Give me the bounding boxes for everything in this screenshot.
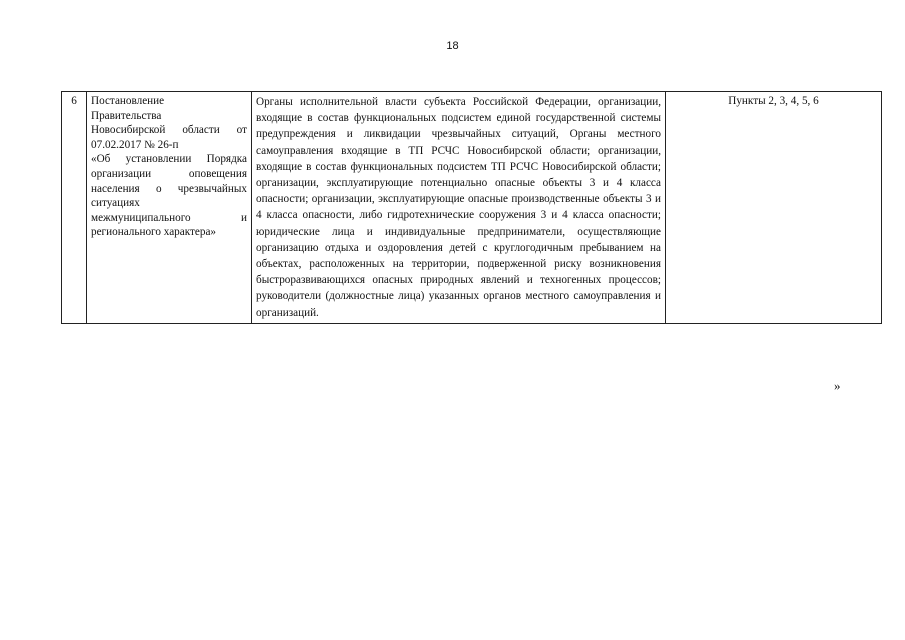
document-line: межмуниципального и xyxy=(91,211,247,224)
subjects-cell xyxy=(252,92,666,324)
document-line: Постановление xyxy=(91,95,165,107)
document-line: Новосибирской области от xyxy=(91,124,247,137)
document-line: ситуациях xyxy=(91,197,140,210)
document-line: населения о чрезвычайных xyxy=(91,182,247,195)
document-line: «Об установлении Порядка xyxy=(91,153,247,166)
table-row xyxy=(62,92,882,324)
document-cell xyxy=(87,92,252,324)
document-line: регионального характера» xyxy=(91,226,217,239)
document-line: Правительства xyxy=(91,109,162,122)
row-number-cell: 6 xyxy=(62,92,87,324)
document-line: 07.02.2017 № 26-п xyxy=(91,138,179,151)
document-line: организации оповещения xyxy=(91,167,247,180)
subjects-text: Органы исполнительной власти субъекта Российской Федерации, организации, входящие в состав функциональных подсистем единой государственной системы предупреждения и ликвидации чрезвычайных ситуаций, Органы местного самоуправления входящие в ТП РСЧС Новосибирской области; организации, входящие в состав функциональных подсистем ТП РСЧС Новосибирской области; организации, эксплуатирующие потенциально опасные объекты 3 и 4 класса опасности; организации, эксплуатирующие опасные производственные объекты 3 и 4 класса опасности, либо гидротехнические сооружения 3 и 4 класса опасности; юридические лица и индивидуальные предприниматели, осуществляющие организацию отдыха и оздоровления детей с круглогодичным пребыванием на объектах, расположенных на территории, подверженной риску возникновения быстроразвивающихся опасных природных явлений и техногенных процессов; руководители (должностные лица) указанных органов местного самоуправления и организаций. xyxy=(256,96,661,319)
closing-quote: » xyxy=(834,378,841,393)
points-cell: Пункты 2, 3, 4, 5, 6 xyxy=(666,92,882,324)
page-number: 18 xyxy=(446,40,459,52)
requirements-table xyxy=(61,91,882,324)
